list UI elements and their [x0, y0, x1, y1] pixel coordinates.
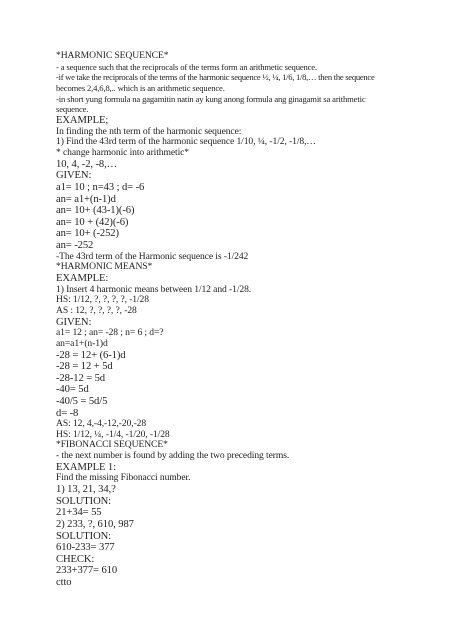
document-line: -28 = 12+ (6-1)d	[56, 349, 126, 361]
document-line: -40= 5d	[56, 384, 89, 396]
document-line: an=a1+(n-1)d	[56, 337, 108, 349]
document-line: sequence.	[56, 104, 89, 115]
document-line: - a sequence such that the reciprocals of the terms form an arithmetic sequence.	[56, 61, 317, 72]
document-line: -The 43rd term of the Harmonic sequence is -1/242	[56, 250, 249, 262]
document-line: 2) 233, ?, 610, 987	[56, 518, 134, 530]
document-line: an= -252	[56, 239, 94, 251]
document-line: d= -8	[56, 407, 79, 419]
document-line: CHECK:	[56, 553, 95, 565]
document-line: In finding the nth term of the harmonic sequence:	[56, 125, 242, 137]
document-line: EXAMPLE;	[56, 115, 109, 127]
document-line: -in short yung formula na gagamitin natin ay kung anong formula ang ginagamit sa arithmetic	[56, 93, 366, 104]
document-line: ctto	[56, 576, 72, 588]
document-line: an= 10+ (-252)	[56, 228, 119, 240]
document-line: -if we take the reciprocals of the terms of the harmonic sequence ½, ¼, 1/6, 1/8,… then the sequence	[56, 72, 375, 83]
document-line: *HARMONIC MEANS*	[56, 261, 153, 273]
document-line: 610-233= 377	[56, 542, 115, 554]
document-line: an= a1+(n-1)d	[56, 193, 116, 205]
document-line: -40/5 = 5d/5	[56, 395, 108, 407]
document-line: AS : 12, ?, ?, ?, ?, -28	[56, 304, 137, 316]
document-line: HS: 1/12, ?, ?, ?, ?, -1/28	[56, 294, 149, 306]
document-line: 21+34= 55	[56, 507, 102, 519]
document-line: -28-12 = 5d	[56, 372, 106, 384]
document-line: Find the missing Fibonacci number.	[56, 472, 191, 484]
document-line: an= 10+ (43-1)(-6)	[56, 205, 135, 217]
document-line: 1) 13, 21, 34,?	[56, 484, 116, 496]
document-line: an= 10 + (42)(-6)	[56, 216, 129, 228]
document-line: GIVEN:	[56, 316, 92, 328]
document-line: 1) Find the 43rd term of the harmonic sequence 1/10, ¼, -1/2, -1/8,…	[56, 136, 316, 148]
document-line: 1) Insert 4 harmonic means between 1/12 and -1/28.	[56, 283, 252, 295]
document-line: AS: 12, 4,-4,-12,-20,-28	[56, 418, 147, 430]
document-line: - the next number is found by adding the two preceding terms.	[56, 450, 290, 462]
document-line: *FIBONACCI SEQUENCE*	[56, 439, 168, 451]
document-line: EXAMPLE:	[56, 272, 109, 284]
document-line: SOLUTION:	[56, 530, 112, 542]
document-line: EXAMPLE 1:	[56, 461, 116, 473]
document-line: * change harmonic into arithmetic*	[56, 147, 189, 159]
document-line: a1= 12 ; an= -28 ; n= 6 ; d=?	[56, 327, 164, 339]
document-line: SOLUTION:	[56, 495, 112, 507]
document-line: 10, 4, -2, -8,…	[56, 158, 118, 170]
document-line: becomes 2,4,6,8,.. which is an arithmetic sequence.	[56, 83, 225, 94]
document-line: 233+377= 610	[56, 565, 118, 577]
document-line: *HARMONIC SEQUENCE*	[56, 50, 169, 61]
document-line: -28 = 12 + 5d	[56, 361, 113, 373]
document-line: a1= 10 ; n=43 ; d= -6	[56, 181, 145, 193]
document-line: HS: 1/12, ¼, -1/4, -1/20, -1/28	[56, 428, 170, 440]
document-body	[56, 51, 456, 588]
document-line: GIVEN:	[56, 170, 92, 182]
